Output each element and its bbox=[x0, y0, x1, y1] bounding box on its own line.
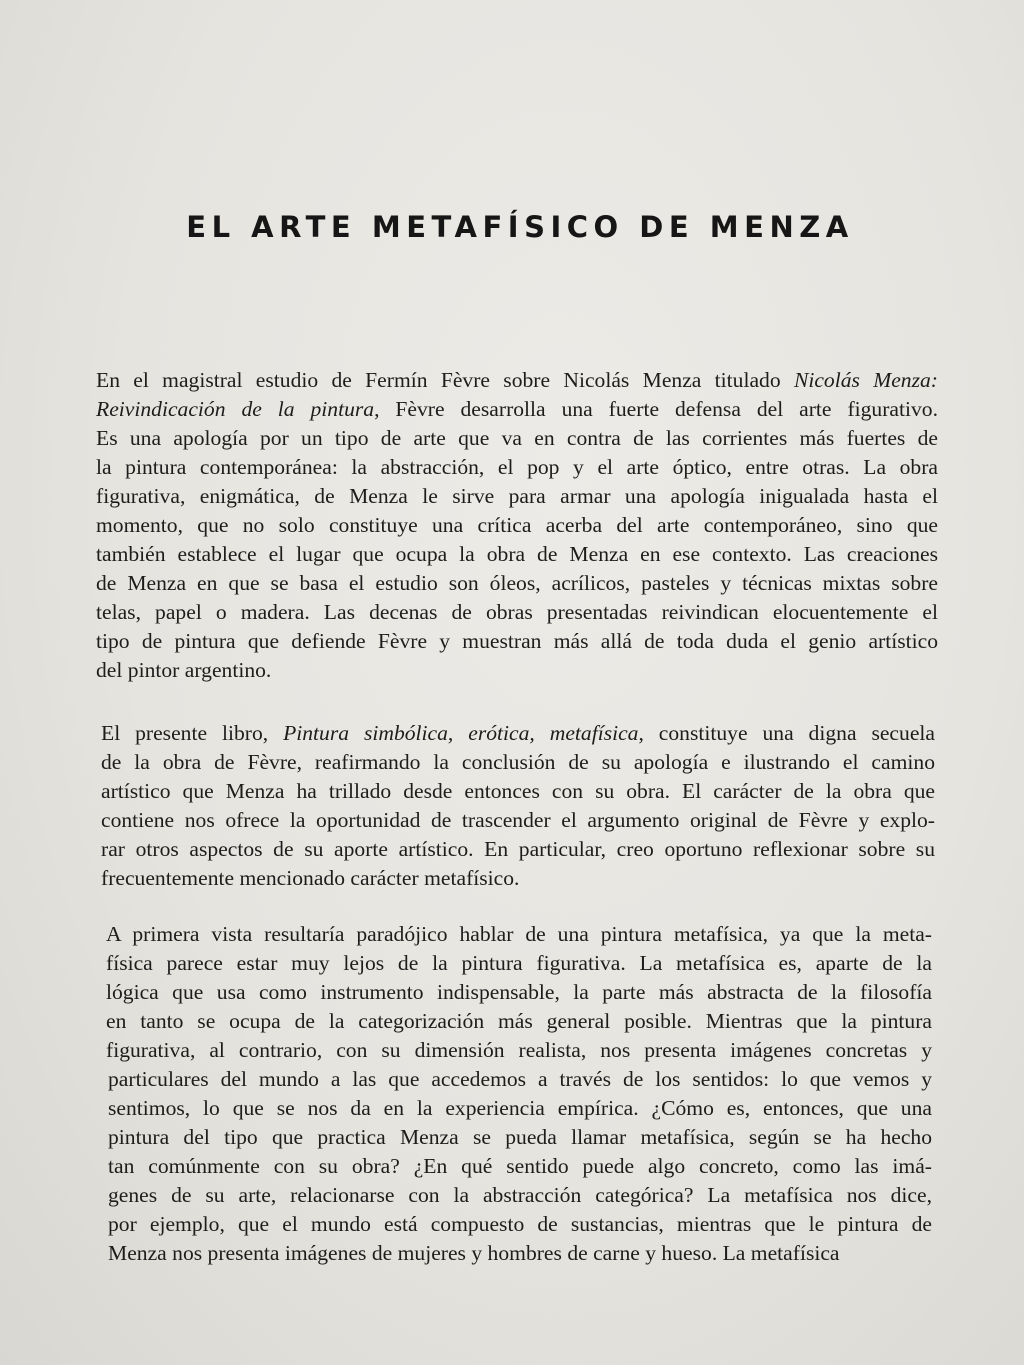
text-line bbox=[106, 1036, 932, 1065]
text-segment: de la obra de Fèvre, reafirmando la conclusión de su apología e ilustrando el camino bbox=[101, 750, 935, 774]
text-line bbox=[101, 748, 935, 777]
text-segment: artístico que Menza ha trillado desde entonces con su obra. El carácter de la obra que bbox=[101, 779, 935, 803]
text-segment: del pintor argentino. bbox=[96, 658, 272, 682]
text-line bbox=[101, 864, 935, 893]
text-segment: figurativa, al contrario, con su dimensión realista, nos presenta imágenes concretas y bbox=[106, 1038, 932, 1062]
text-line bbox=[108, 1152, 932, 1181]
text-segment: lógica que usa como instrumento indispensable, la parte más abstracta de la filosofía bbox=[106, 980, 932, 1004]
paragraph-1 bbox=[96, 366, 938, 685]
text-line bbox=[96, 511, 938, 540]
text-segment: de Menza en que se basa el estudio son óleos, acrílicos, pasteles y técnicas mixtas sobre bbox=[96, 571, 938, 595]
text-segment: particulares del mundo a las que accedemos a través de los sentidos: lo que vemos y bbox=[108, 1067, 932, 1091]
text-line bbox=[101, 719, 935, 748]
text-line bbox=[96, 453, 938, 482]
text-line bbox=[96, 366, 938, 395]
text-segment: genes de su arte, relacionarse con la abstracción categórica? La metafísica nos dice, bbox=[108, 1183, 932, 1207]
chapter-title: EL ARTE METAFÍSICO DE MENZA bbox=[186, 210, 854, 244]
text-segment: telas, papel o madera. Las decenas de obras presentadas reivindican elocuentemente el bbox=[96, 600, 938, 624]
text-segment: , constituye una digna secuela bbox=[638, 721, 935, 745]
paragraph-3 bbox=[106, 920, 932, 1268]
text-line bbox=[108, 1065, 932, 1094]
text-segment: sentimos, lo que se nos da en la experiencia empírica. ¿Cómo es, entonces, que una bbox=[108, 1096, 932, 1120]
text-segment: rar otros aspectos de su aporte artístico. En particular, creo oportuno reflexionar sobre su bbox=[101, 837, 935, 861]
text-line bbox=[106, 920, 932, 949]
text-line bbox=[108, 1181, 932, 1210]
text-line bbox=[96, 569, 938, 598]
text-segment: Menza nos presenta imágenes de mujeres y hombres de carne y hueso. La metafísica bbox=[108, 1241, 840, 1265]
text-segment: también establece el lugar que ocupa la obra de Menza en ese contexto. Las creaciones bbox=[96, 542, 938, 566]
text-segment: en tanto se ocupa de la categorización más general posible. Mientras que la pintura bbox=[106, 1009, 932, 1033]
italic-title: Pintura simbólica, erótica, metafísica bbox=[283, 721, 639, 745]
text-line bbox=[96, 482, 938, 511]
text-segment: contiene nos ofrece la oportunidad de trascender el argumento original de Fèvre y explo- bbox=[101, 808, 935, 832]
paragraph-2 bbox=[101, 719, 935, 893]
text-segment: El presente libro, bbox=[101, 721, 284, 745]
text-segment: A primera vista resultaría paradójico hablar de una pintura metafísica, ya que la meta- bbox=[106, 922, 932, 946]
text-line bbox=[96, 656, 938, 685]
text-line bbox=[106, 1007, 932, 1036]
text-segment: física parece estar muy lejos de la pintura figurativa. La metafísica es, aparte de la bbox=[106, 951, 932, 975]
text-line bbox=[108, 1210, 932, 1239]
text-line bbox=[96, 395, 938, 424]
text-line bbox=[101, 777, 935, 806]
text-line bbox=[106, 978, 932, 1007]
text-line bbox=[96, 424, 938, 453]
text-line bbox=[96, 627, 938, 656]
text-segment: tan comúnmente con su obra? ¿En qué sentido puede algo concreto, como las imá- bbox=[108, 1154, 932, 1178]
text-segment: tipo de pintura que defiende Fèvre y muestran más allá de toda duda el genio artístico bbox=[96, 629, 938, 653]
text-segment: frecuentemente mencionado carácter metafísico. bbox=[101, 866, 520, 890]
text-line bbox=[108, 1123, 932, 1152]
text-line bbox=[106, 949, 932, 978]
text-segment: momento, que no solo constituye una crítica acerba del arte contemporáneo, sino que bbox=[96, 513, 938, 537]
text-segment: la pintura contemporánea: la abstracción, el pop y el arte óptico, entre otras. La obra bbox=[96, 455, 938, 479]
italic-title: Reivindicación de la pintura bbox=[96, 397, 375, 421]
text-segment: En el magistral estudio de Fermín Fèvre sobre Nicolás Menza titulado bbox=[96, 368, 794, 392]
text-segment: por ejemplo, que el mundo está compuesto de sustancias, mientras que le pintura de bbox=[108, 1212, 932, 1236]
text-segment: , Fèvre desarrolla una fuerte defensa del arte figurativo. bbox=[374, 397, 938, 421]
text-line bbox=[108, 1239, 932, 1268]
text-line bbox=[96, 540, 938, 569]
text-segment: Es una apología por un tipo de arte que va en contra de las corrientes más fuertes de bbox=[96, 426, 938, 450]
text-line bbox=[101, 806, 935, 835]
text-line bbox=[108, 1094, 932, 1123]
italic-title: Nicolás Menza: bbox=[793, 368, 938, 392]
text-line bbox=[101, 835, 935, 864]
text-line bbox=[96, 598, 938, 627]
text-segment: pintura del tipo que practica Menza se pueda llamar metafísica, según se ha hecho bbox=[108, 1125, 932, 1149]
text-segment: figurativa, enigmática, de Menza le sirve para armar una apología inigualada hasta el bbox=[96, 484, 938, 508]
